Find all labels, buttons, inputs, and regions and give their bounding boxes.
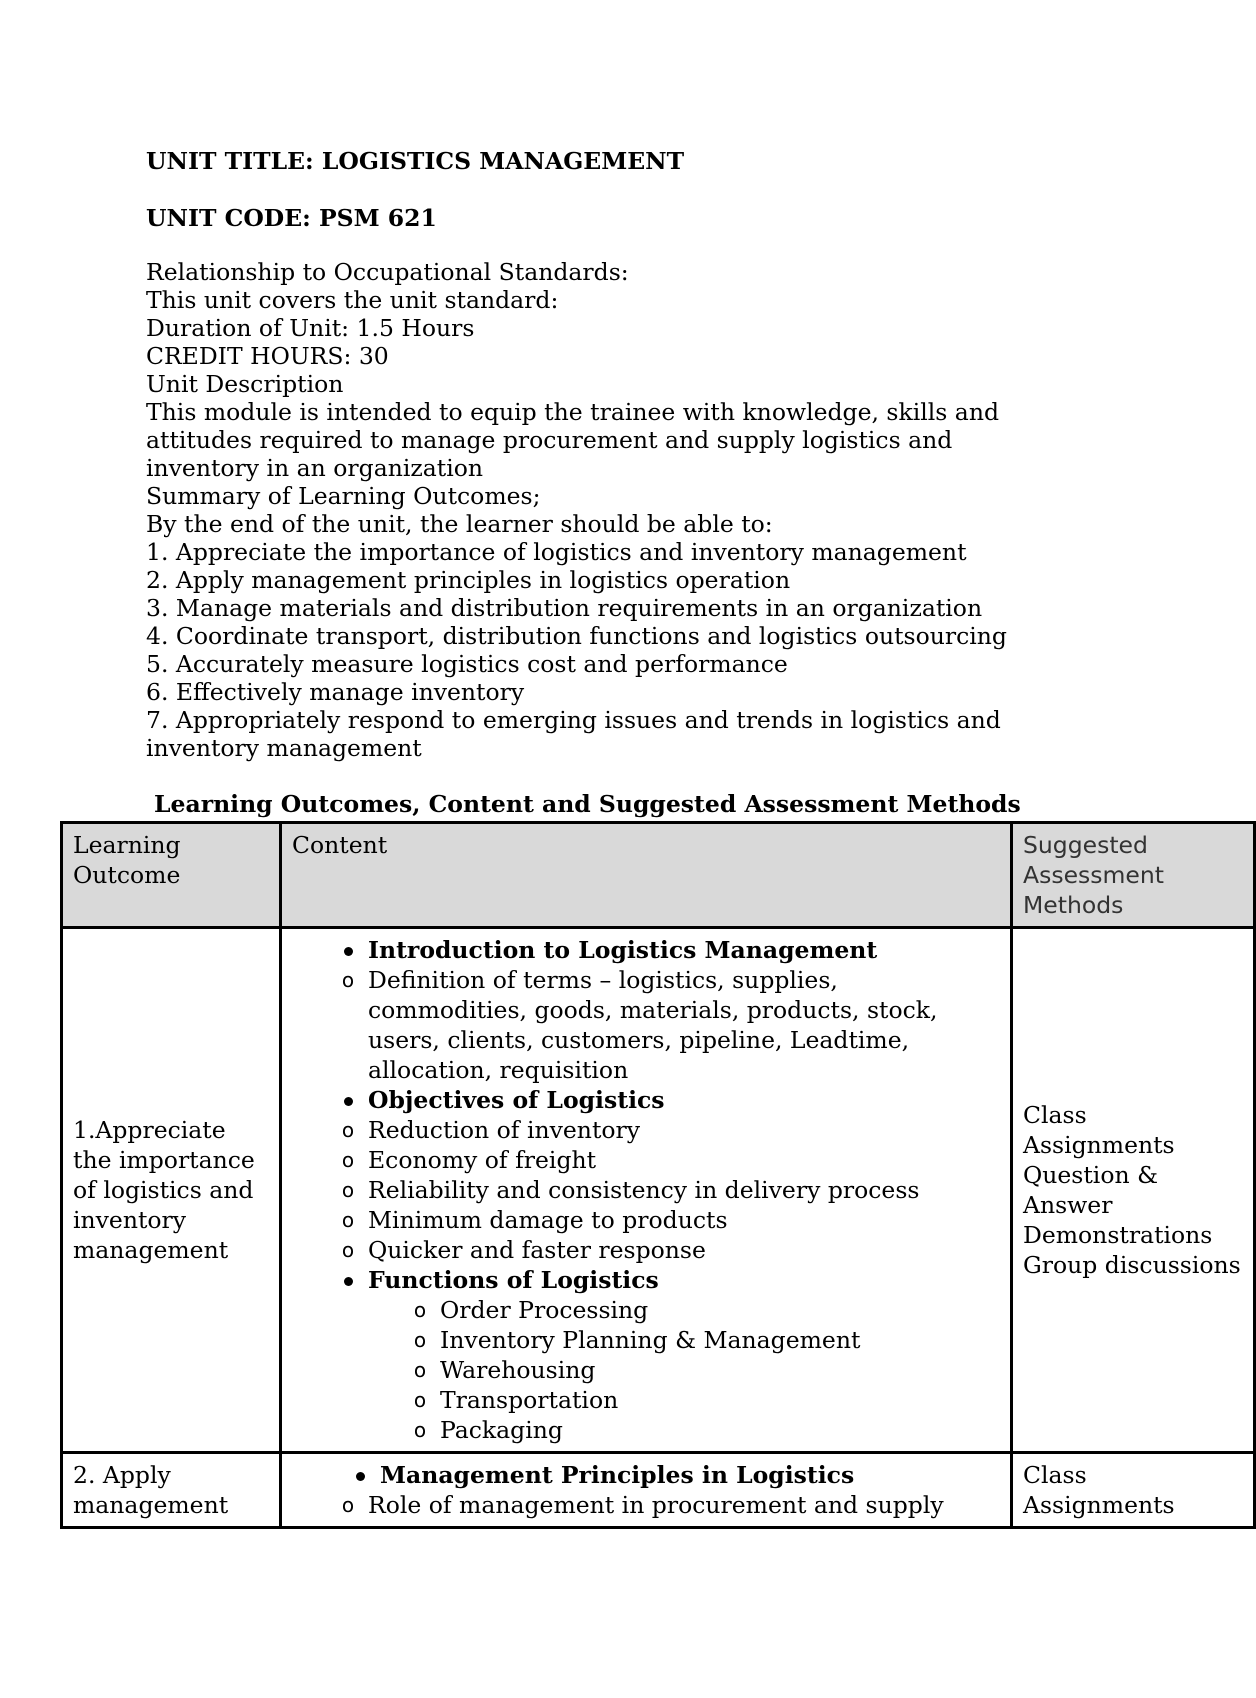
content-item: Economy of freight	[368, 1146, 597, 1174]
outcome-summary-6: 6. Effectively manage inventory	[146, 678, 525, 706]
circle-bullet-icon: o	[341, 1148, 355, 1172]
unit-title: UNIT TITLE: LOGISTICS MANAGEMENT	[146, 147, 685, 175]
table-header-row	[62, 823, 1255, 928]
content-item: Quicker and faster response	[368, 1236, 706, 1264]
intro-line: This unit covers the unit standard:	[146, 286, 559, 314]
table-row	[62, 928, 1255, 1453]
row2-outcome: 2. Apply management	[62, 1453, 281, 1528]
content-item: Role of management in procurement and supply	[368, 1491, 944, 1519]
intro-line: CREDIT HOURS: 30	[146, 342, 389, 370]
row2-content	[281, 1453, 1012, 1528]
content-heading: Objectives of Logistics	[368, 1086, 665, 1114]
outcome-summary-5: 5. Accurately measure logistics cost and performance	[146, 650, 788, 678]
content-heading: Management Principles in Logistics	[380, 1461, 855, 1489]
header-assessment: Suggested Assessment Methods	[1012, 823, 1255, 928]
intro-line: Summary of Learning Outcomes;	[146, 482, 541, 510]
intro-line: Duration of Unit: 1.5 Hours	[146, 314, 475, 342]
outcome-summary-7: 7. Appropriately respond to emerging issues and trends in logistics and	[146, 706, 1001, 734]
content-subitem: Warehousing	[440, 1356, 596, 1384]
content-item: Minimum damage to products	[368, 1206, 728, 1234]
table-title: Learning Outcomes, Content and Suggested Assessment Methods	[154, 790, 1021, 818]
intro-line: Unit Description	[146, 370, 344, 398]
content-item: Reliability and consistency in delivery process	[368, 1176, 920, 1204]
intro-line: attitudes required to manage procurement and supply logistics and	[146, 426, 953, 454]
circle-bullet-icon: o	[341, 968, 355, 992]
row1-content	[281, 928, 1012, 1453]
bullet-dot-icon	[356, 1472, 365, 1481]
content-heading: Introduction to Logistics Management	[368, 936, 878, 964]
circle-bullet-icon: o	[341, 1118, 355, 1142]
outcome-summary-4: 4. Coordinate transport, distribution functions and logistics outsourcing	[146, 622, 1007, 650]
content-subitem: Order Processing	[440, 1296, 649, 1324]
row2-assessment: Class Assignments	[1012, 1453, 1255, 1528]
bullet-dot-icon	[344, 947, 353, 956]
content-item: Reduction of inventory	[368, 1116, 641, 1144]
circle-bullet-icon: o	[341, 1238, 355, 1262]
circle-bullet-icon: o	[413, 1358, 427, 1382]
outcome-summary-1: 1. Appreciate the importance of logistics and inventory management	[146, 538, 967, 566]
circle-bullet-icon: o	[413, 1418, 427, 1442]
row1-assessment: Class Assignments Question & Answer Demonstrations Group discussions	[1012, 928, 1255, 1453]
content-subitem: Inventory Planning & Management	[440, 1326, 861, 1354]
outcome-summary-2: 2. Apply management principles in logistics operation	[146, 566, 791, 594]
learning-outcomes-table	[60, 821, 1256, 1529]
circle-bullet-icon: o	[413, 1328, 427, 1352]
outcome-summary-3: 3. Manage materials and distribution requirements in an organization	[146, 594, 983, 622]
content-subitem: Packaging	[440, 1416, 563, 1444]
outcome-summary-7-cont: inventory management	[146, 734, 422, 762]
table-row	[62, 1453, 1255, 1528]
row1-outcome: 1.Appreciate the importance of logistics and inventory management	[62, 928, 281, 1453]
content-subitem: Transportation	[440, 1386, 619, 1414]
bullet-dot-icon	[344, 1097, 353, 1106]
bullet-dot-icon	[344, 1277, 353, 1286]
intro-line: By the end of the unit, the learner should be able to:	[146, 510, 773, 538]
intro-line: inventory in an organization	[146, 454, 483, 482]
header-learning-outcome: Learning Outcome	[62, 823, 281, 928]
circle-bullet-icon: o	[341, 1493, 355, 1517]
circle-bullet-icon: o	[413, 1388, 427, 1412]
circle-bullet-icon: o	[341, 1178, 355, 1202]
header-content: Content	[281, 823, 1012, 928]
intro-line: This module is intended to equip the trainee with knowledge, skills and	[146, 398, 999, 426]
content-heading: Functions of Logistics	[368, 1266, 659, 1294]
circle-bullet-icon: o	[413, 1298, 427, 1322]
intro-line: Relationship to Occupational Standards:	[146, 258, 629, 286]
content-item: Definition of terms – logistics, supplies, commodities, goods, materials, products, stock, users, clients, customers, pipeline, Leadtime, allocation, requisition	[368, 966, 938, 1084]
circle-bullet-icon: o	[341, 1208, 355, 1232]
unit-code: UNIT CODE: PSM 621	[146, 204, 437, 232]
